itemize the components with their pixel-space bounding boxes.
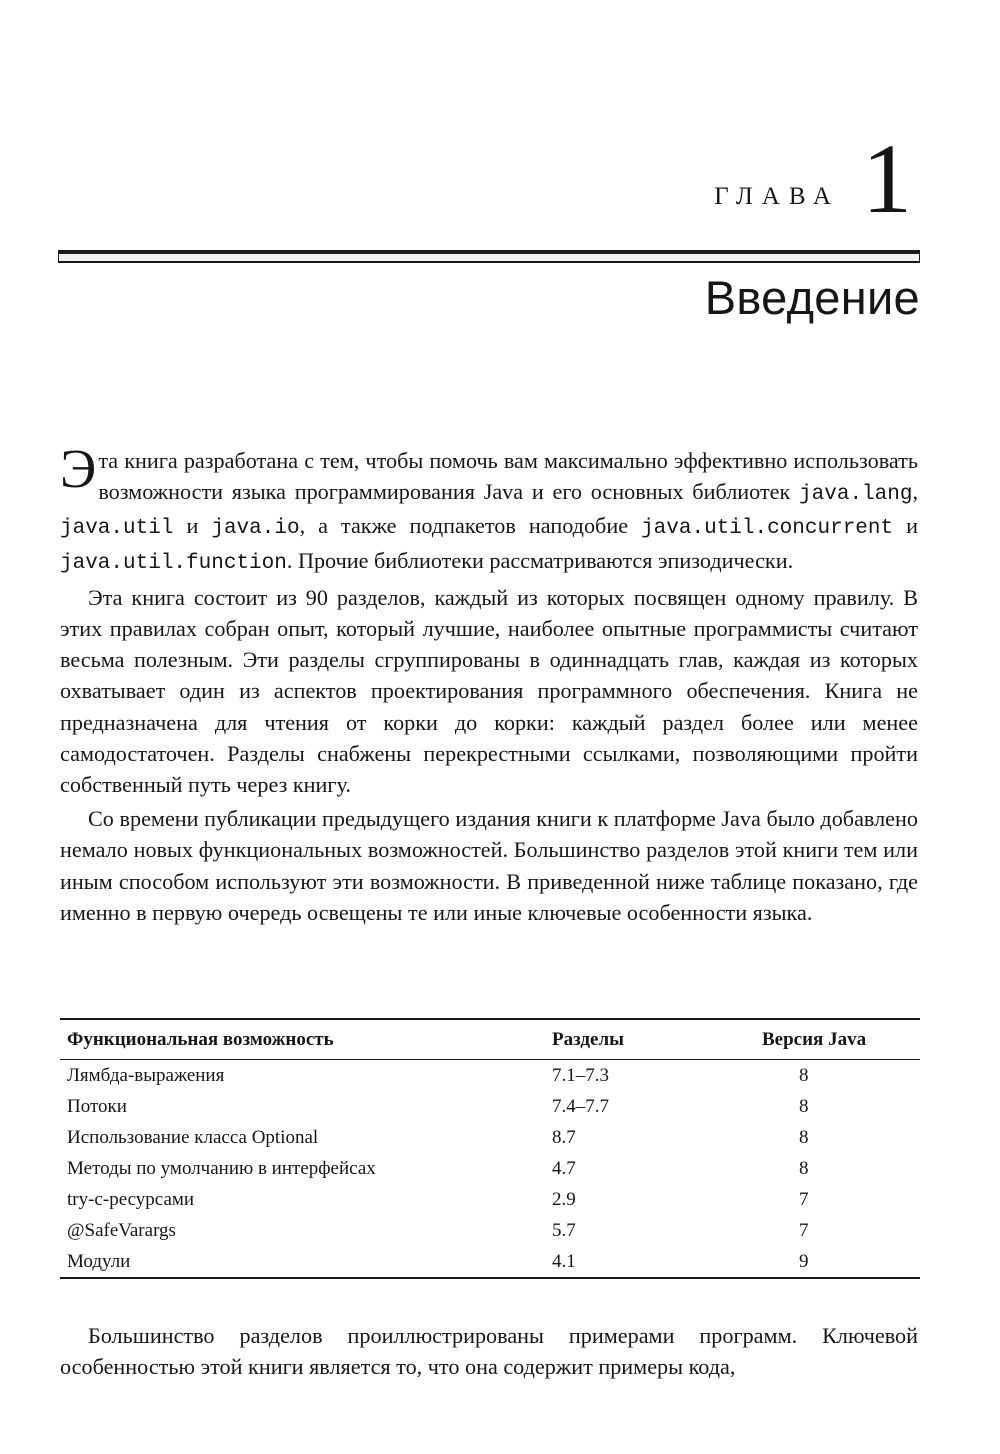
cell-sections: 8.7 bbox=[552, 1127, 576, 1148]
table-header-row bbox=[60, 1019, 920, 1060]
header-sections: Разделы bbox=[545, 1019, 744, 1060]
cell-sections: 7.1–7.3 bbox=[552, 1065, 609, 1086]
table-row bbox=[60, 1184, 920, 1215]
body-text bbox=[60, 438, 919, 928]
table-row bbox=[60, 1091, 920, 1122]
cell-sections: 2.9 bbox=[552, 1189, 576, 1210]
cell-feature: Использование класса Optional bbox=[67, 1127, 319, 1148]
cell-version: 8 bbox=[799, 1127, 809, 1148]
paragraph-intro-text-2: , а также подпакетов наподобие bbox=[299, 513, 642, 539]
paragraph-intro-text-3: . Прочие библиотеки рассматриваются эпизодически. bbox=[286, 547, 794, 573]
code-java-util-concurrent: java.util.concurrent bbox=[641, 517, 894, 541]
separator-1: , bbox=[912, 479, 918, 505]
paragraph-structure: Эта книга состоит из 90 разделов, каждый из которых посвящен одному правилу. В этих правилах собран опыт, который лучшие, наиболее опытные программисты считают весьма полезным. Эти разделы сгруппированы в одиннадцать глав, каждая из которых охватывает один из аспектов проектирования программного обеспечения. Книга не предназначена для чтения от корки до корки: каждый раздел более или менее самодостаточен. Разделы снабжены перекрестными ссылками, позволяющими пройти собственный путь через книгу. bbox=[60, 584, 918, 798]
cell-sections: 7.4–7.7 bbox=[552, 1096, 609, 1117]
cell-feature: Лямбда-выражения bbox=[67, 1065, 225, 1086]
cell-version: 8 bbox=[799, 1096, 809, 1117]
chapter-label: ГЛАВА bbox=[714, 183, 840, 210]
chapter-title: Введение bbox=[704, 271, 920, 324]
paragraph-intro-text-1: та книга разработана с тем, чтобы помочь вам максимально эффективно использовать возможности языка программирования Java и его основных библиотек bbox=[98, 448, 918, 505]
code-java-io: java.io bbox=[211, 517, 300, 541]
header-feature: Функциональная возможность bbox=[60, 1019, 545, 1060]
drop-cap: Э bbox=[60, 438, 97, 499]
cell-sections: 5.7 bbox=[552, 1220, 576, 1241]
chapter-rule bbox=[58, 250, 920, 263]
code-java-lang: java.lang bbox=[799, 483, 913, 507]
code-java-util: java.util bbox=[60, 517, 174, 541]
paragraph-examples: Большинство разделов проиллюстрированы примерами программ. Ключевой особенностью этой книги является то, что она содержит примеры кода, bbox=[60, 1323, 918, 1380]
cell-feature: Модули bbox=[60, 1246, 545, 1278]
header-version: Версия Java bbox=[744, 1019, 920, 1060]
cell-version: 9 bbox=[744, 1246, 920, 1278]
table-row bbox=[60, 1246, 920, 1278]
cell-feature: try-с-ресурсами bbox=[67, 1189, 195, 1210]
paragraph-intro bbox=[60, 438, 919, 579]
cell-version: 8 bbox=[799, 1065, 809, 1086]
paragraph-features: Со времени публикации предыдущего издания книги к платформе Java было добавлено немало новых функциональных возможностей. Большинство разделов этой книги тем или иным способом используют эти возможности. В приведенной ниже таблице показано, где именно в первую очередь освещены те или иные ключевые особенности языка. bbox=[60, 806, 918, 925]
feature-table bbox=[60, 1018, 920, 1279]
cell-version: 7 bbox=[799, 1220, 809, 1241]
cell-feature: Методы по умолчанию в интерфейсах bbox=[67, 1158, 376, 1179]
cell-version: 8 bbox=[799, 1158, 809, 1179]
chapter-number: 1 bbox=[862, 123, 912, 234]
cell-feature: Потоки bbox=[67, 1096, 127, 1117]
cell-sections: 4.1 bbox=[545, 1246, 744, 1278]
separator-3: и bbox=[893, 513, 919, 539]
cell-version: 7 bbox=[799, 1189, 809, 1210]
cell-sections: 4.7 bbox=[552, 1158, 576, 1179]
table-row bbox=[60, 1153, 920, 1184]
separator-2: и bbox=[173, 513, 212, 539]
chapter-heading bbox=[714, 123, 912, 234]
cell-feature: @SafeVarargs bbox=[67, 1220, 176, 1241]
table-row bbox=[60, 1060, 920, 1092]
table-row bbox=[60, 1215, 920, 1246]
code-java-util-function: java.util.function bbox=[60, 551, 287, 575]
table-row bbox=[60, 1122, 920, 1153]
